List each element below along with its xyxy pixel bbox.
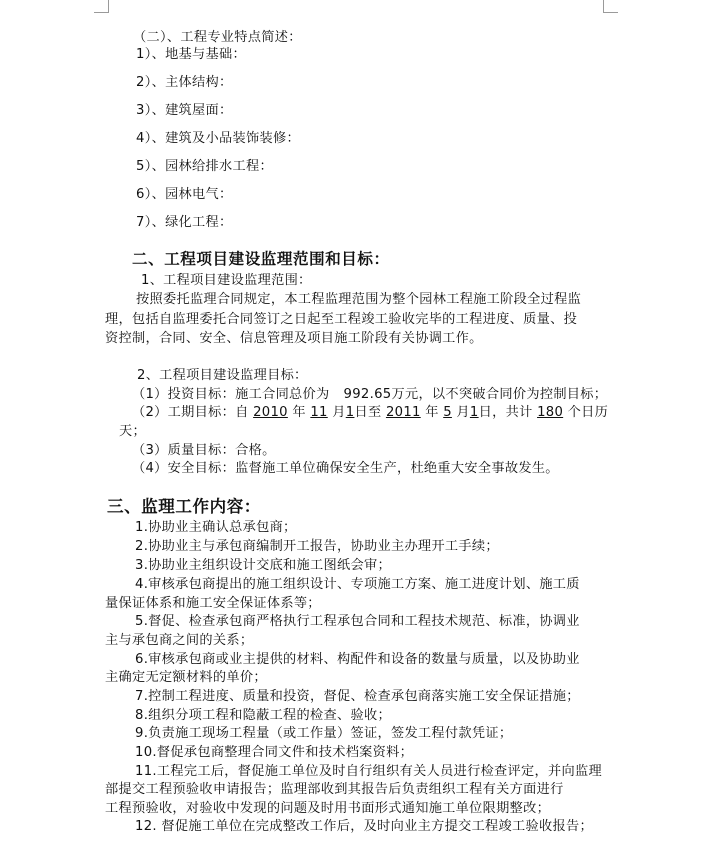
investment-goal — [132, 386, 607, 404]
end-month: 5 — [443, 405, 452, 420]
schedule-goal-prefix: （2）工期目标：自 — [132, 405, 249, 420]
work-item-line: 1.协助业主确认总承包商； — [135, 520, 297, 535]
scope-paragraph-line: 理，包括自监理委托合同签订之日起至工程竣工验收完毕的工程进度、质量、投 — [105, 312, 578, 327]
page-corner-mark-left — [94, 0, 109, 13]
work-item-line: 主确定无定额材料的单价； — [105, 670, 267, 685]
start-year: 2010 — [253, 405, 288, 420]
work-item-line: 11.工程完工后，督促施工单位及时自行组织有关人员进行检查评定，并向监理 — [135, 764, 602, 779]
work-item-line: 量保证体系和施工安全保证体系等； — [105, 596, 321, 611]
schedule-goal — [132, 404, 608, 422]
work-item-line: 2.协助业主与承包商编制开工报告，协助业主办理开工手续； — [135, 539, 499, 554]
end-day: 1 — [469, 405, 479, 420]
feature-item: 1）、地基与基础： — [136, 47, 246, 62]
work-item-line: 4.审核承包商提出的施工组织设计、专项施工方案、施工进度计划、施工质 — [135, 577, 580, 592]
month-label: 月 — [456, 405, 470, 420]
scope-paragraph-line: 按照委托监理合同规定，本工程监理范围为整个园林工程施工阶段全过程监 — [136, 292, 582, 307]
subsection-title: （二）、工程专业特点简述： — [133, 30, 302, 45]
work-item-line: 3.协助业主组织设计交底和施工图纸会审； — [135, 558, 391, 573]
feature-item: 3）、建筑屋面： — [136, 103, 233, 118]
work-item-line: 6.审核承包商或业主提供的材料、构配件和设备的数量与质量，以及协助业 — [135, 652, 580, 667]
day-label: 日，共计 — [478, 405, 533, 420]
safety-goal: （4）安全目标：监督施工单位确保安全生产，杜绝重大安全事故发生。 — [132, 461, 559, 476]
days-suffix: 个日历 — [567, 405, 609, 420]
feature-item: 6）、园林电气： — [136, 187, 233, 202]
work-item-line: 7.控制工程进度、质量和投资，督促、检查承包商落实施工安全保证措施； — [135, 689, 580, 704]
work-item-line: 12. 督促施工单位在完成整改工作后，及时向业主方提交工程竣工验收报告； — [135, 819, 593, 834]
scope-title: 1、工程项目建设监理范围： — [141, 273, 312, 288]
page-corner-mark-right — [603, 0, 618, 13]
total-days: 180 — [537, 405, 564, 420]
investment-goal-prefix: （1）投资目标：施工合同总价为 — [132, 387, 330, 402]
work-item-line: 5.督促、检查承包商严格执行工程承包合同和工程技术规范、标准，协调业 — [135, 614, 580, 629]
year-label: 年 — [292, 405, 306, 420]
work-item-line: 工程预验收，对验收中发现的问题及时用书面形式通知施工单位限期整改； — [105, 801, 551, 816]
quality-goal: （3）质量目标：合格。 — [132, 443, 276, 458]
work-item-line: 部提交工程预验收申请报告；监理部收到其报告后负责组织工程有关方面进行 — [105, 782, 564, 797]
section-heading: 三、监理工作内容： — [107, 497, 261, 516]
year-label: 年 — [425, 405, 439, 420]
month-label: 月 — [332, 405, 346, 420]
work-item-line: 8.组织分项工程和隐蔽工程的检查、验收； — [135, 708, 391, 723]
feature-item: 7）、绿化工程： — [136, 215, 233, 230]
feature-item: 4）、建筑及小品装饰装修： — [136, 131, 300, 146]
investment-amount: 992.65 — [343, 387, 392, 402]
scope-paragraph-line: 资控制，合同、安全、信息管理及项目施工阶段有关协调工作。 — [105, 331, 483, 346]
schedule-goal-wrap: 天； — [119, 424, 146, 439]
feature-item: 2）、主体结构： — [136, 75, 233, 90]
start-month: 11 — [310, 405, 328, 420]
investment-goal-suffix: 万元，以不突破合同价为控制目标； — [391, 387, 608, 402]
goals-title: 2、工程项目建设监理目标： — [137, 368, 308, 383]
day-label: 日至 — [354, 405, 382, 420]
work-item-line: 9.负责施工现场工程量（或工作量）签证，签发工程付款凭证； — [135, 726, 513, 741]
work-item-line: 10.督促承包商整理合同文件和技术档案资料； — [135, 745, 414, 760]
section-heading: 二、工程项目建设监理范围和目标： — [132, 250, 390, 268]
start-day: 1 — [345, 405, 355, 420]
work-item-line: 主与承包商之间的关系； — [105, 633, 254, 648]
end-year: 2011 — [385, 405, 421, 420]
feature-item: 5）、园林给排水工程： — [136, 159, 273, 174]
